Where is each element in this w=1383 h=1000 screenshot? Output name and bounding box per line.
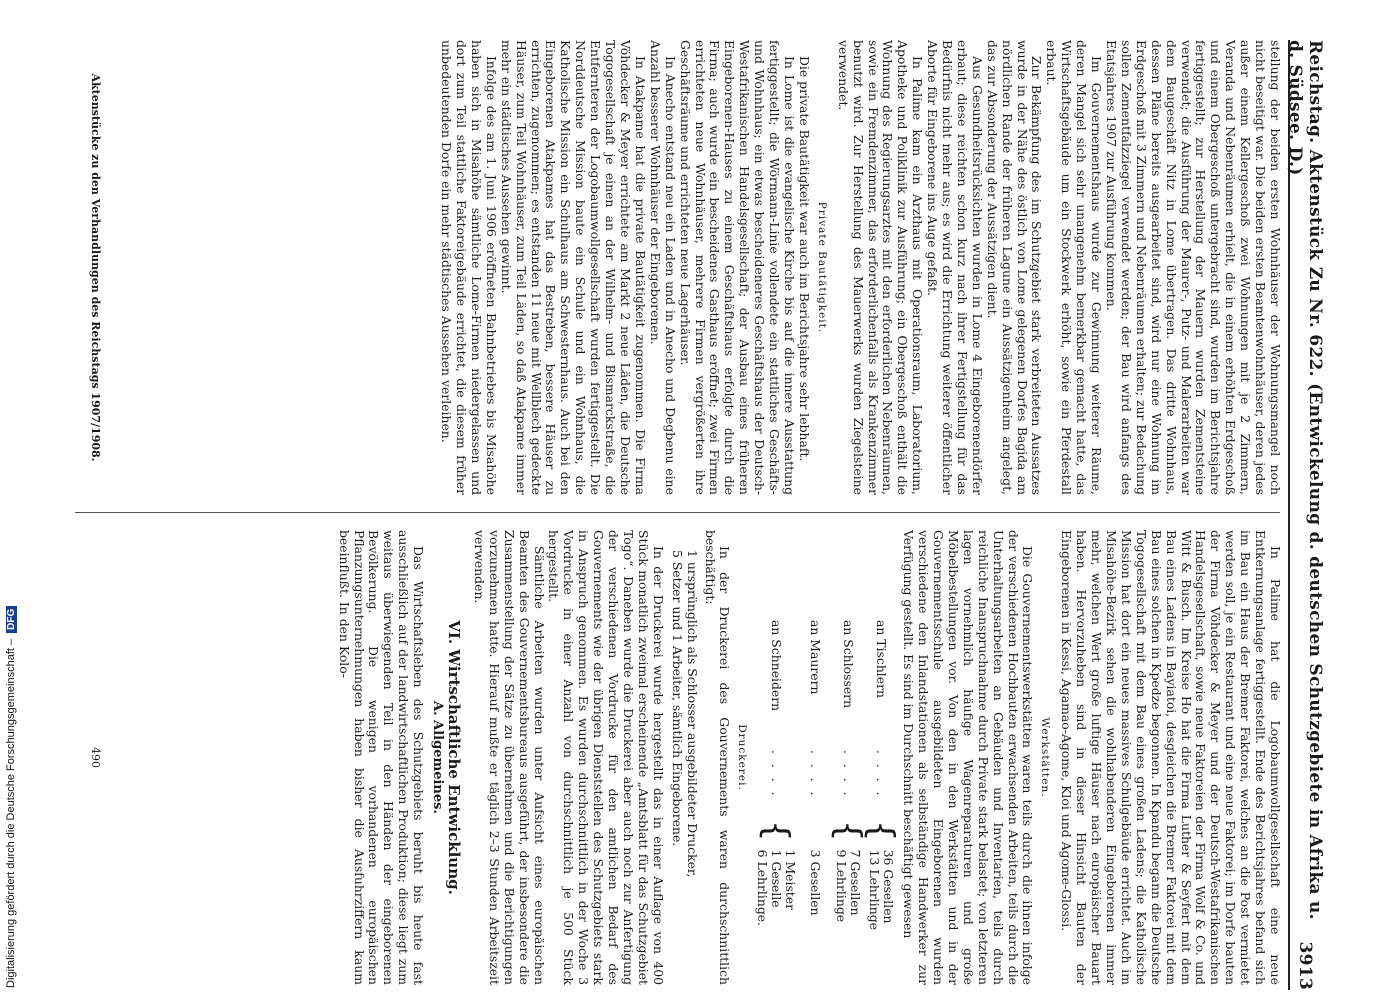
dfg-logo-icon: DFG <box>6 606 17 633</box>
trade-count: 1 Meister <box>783 849 799 911</box>
trades-list <box>755 620 902 985</box>
paragraph: In der Druckerei des Gouvernements waren durchschnittlich beschäftigt: <box>702 530 733 985</box>
paragraph: In Anecho entstand neu ein Laden und in Anecho und Degbenu eine Anzahl besserer Wohnhäuser der Eingeborenen. <box>647 40 678 495</box>
list-item: 5 Setzer und 1 Arbeiter, sämtlich Eingeborene. <box>669 550 685 847</box>
trade-row: an Maurern . . . . 3 Gesellen <box>807 620 824 916</box>
paragraph: Das Wirtschaftsleben des Schutzgebiets beruht bis heute fast ausschließlich auf der landwirtschaftlichen Produktion; diese liegt zum weitaus überwiegenden Teil in den Händen der eingeborenen Bevölkerung. Die wenigen vorhandenen europäischen Pflanzungsunternehmungen haben bisher die Ausfuhrziffern kaum beeinflußt. In den Kolo- <box>336 530 427 985</box>
running-head-title: Reichstag. Aktenstück Zu Nr. 622. (Entwickelung d. deutschen Schutzgebiete in Afrika u. d. Südsee. D.) <box>1285 40 1325 920</box>
running-head <box>1285 40 1325 990</box>
column-divider <box>75 512 1280 513</box>
subheading-werkstaetten: Werkstätten. <box>1039 717 1052 798</box>
paragraph: Sämtliche Arbeiten wurden unter Aufsicht eines europäischen Beamten des Gouvernementsbureaus ausgeführt, der insbesondere die Zusammenstellung der Sätze zu übernehmen und die Berichtigungen vorzunehmen hatte. Hierauf mußte er täglich 2–3 Stunden Arbeitszeit verwenden. <box>471 530 547 985</box>
trade-count: 36 Gesellen <box>881 849 897 924</box>
paragraph: In Atakpame hat die private Bautätigkeit zugenommen. Die Firma Vöhdecker & Meyer errichtete am Markt 2 neue Läden, die Deutsche Togogesellschaft je einen an der Wilhelm- und Bismarckstraße, die Entfernteren der Logobaumwollgesellschaft wurden fertiggestellt. Die Norddeutsche Mission baute ein Schule und ein Wohnhaus, die Katholische Mission ein Schulhaus am Schwesternhaus. Auch bei den Eingeborenen Atakpames hat das Bestreben, bessere Häuser zu errichten, zugenommen; es entstanden 11 neue mit Wellblech gedeckte Häuser, zum Teil Wohnhäuser, zum Teil Läden, so daß Atakpame immer mehr ein städtisches Aussehen gewinnt. <box>498 40 648 495</box>
running-head-page: 3913 <box>1295 941 1315 990</box>
trade-name: an Schneidern <box>768 620 784 712</box>
trade-count: 6 Lehrlinge. <box>755 849 771 927</box>
subheading-private: Private Bautätigkeit. <box>815 201 828 334</box>
trade-row: an Tischlern . . . . { 36 Gesellen 13 Lehrlinge <box>861 620 902 930</box>
trade-row: an Schneidern . . . . { 1 Meister 1 Geselle 6 Lehrlinge. <box>755 620 799 927</box>
trade-count: 1 Geselle <box>769 849 785 908</box>
section-title: VI. Wirtschaftliche Entwicklung. <box>445 620 464 895</box>
paragraph: Infolge des am 1. Juni 1906 eröffneten Bahnbetriebes bis Misahöhe haben sich in Misahöhe sämtliche Lome-Firmen niedergelassen und dort zum Teil stattliche Faktoreigebäude errichtet, die diesem früher unbedeutenden Dorfe ein mehr städtisches Aussehen verleihen. <box>439 40 499 495</box>
paragraph: Im Gouvernementshaus wurde zur Gewinnung weiterer Räume, deren Mangel sich sehr unangenehm bemerkbar gemacht hatte, das Wirtschaftsgebäude um ein Stockwerk erhöht, sowie ein Pferdestall erbaut. <box>1044 40 1105 495</box>
section-subtitle: A. Allgemeines. <box>430 701 446 814</box>
paragraph: In der Druckerei wurde hergestellt das in einer Auflage von 400 Stück monatlich zweimal erscheinende „Amtsblatt für das Schutzgebiet Togo“. Daneben wurde die Druckerei aber auch noch zur Anfertigung der verschiedenen Vordrucke für den amtlichen Bedarf des Gouvernements wie der übrigen Dienststellen des Schutzgebiets stark in Anspruch genommen. Es wurden durchschnittlich in der Woche 3 Vordrucke in einer Anzahl von durchschnittlich je 500 Stück hergestellt. <box>546 530 666 985</box>
trade-name: an Schlossern <box>840 620 856 709</box>
list-item: 1 ursprünglich als Schlosser ausgebildeter Drucker, <box>684 550 700 878</box>
scanned-page <box>60 40 1325 990</box>
subheading-druckerei: Druckerei. <box>736 724 749 791</box>
trade-name: an Tischlern <box>873 620 889 699</box>
digitization-credit <box>0 0 22 1000</box>
trade-row: an Schlossern . . . . { 7 Gesellen 9 Lehrlinge <box>828 620 869 923</box>
paragraph: Zur Bekämpfung des im Schutzgebiet stark verbreiteten Aussatzes wurde in der Nähe des östlich von Lome gelegenen Dorfes Bagida am nördlichen Rande der früheren Lagune ein Aussätzigenheim angelegt, das zur Absonderung der Aussätzigen dient. <box>984 40 1045 495</box>
paragraph: Die private Bautätigkeit war auch im Berichtsjahre sehr lebhaft. <box>796 56 812 462</box>
paragraph: stellung der beiden ersten Wohnhäuser der Wohnungsmangel noch nicht beseitigt war. Die beiden ersten Beamtenwohnhäuser, deren jedes außer einem Kellergeschoß zwei Wohnungen mit je 2 Zimmern, Veranda und Nebenräumen erhielt, die in einem erhöhten Erdgeschoß und einem Obergeschoß untergebracht sind, wurden im Berichtsjahre fertiggestellt; zur Herstellung der Mauern wurden Zementsteine verwendet; die Ausführung der Maurer-, Putz- und Malerarbeiten war dem Baugeschäft Nitz in Lome übertragen. Das dritte Wohnhaus, dessen Pläne bereits ausgearbeitet sind, wird nur eine Wohnung im Erdgeschoß mit 3 Zimmern und Nebenräumen erhalten; zur Bedachung sollen Zementfalzziegel verwendet werden; der Bau wird anfangs des Etatsjahres 1907 zur Ausführung kommen. <box>1104 40 1283 495</box>
paragraph: In Lome ist die evangelische Kirche bis auf die innere Ausstattung fertiggestellt; die Wörmann-Linie vollendete ein stattliches Geschäfts- und Wohnhaus; ein etwas bescheideneres Geschäftshaus der Deutsch-Westafrikanischen Handelsgesellschaft; der Ausbau eines früheren Eingeborenen-Hauses zu einem Geschäftshaus erfolgte durch die Firma; auch wurde ein bescheidenes Gasthaus eröffnet; zwei Firmen errichteten neue Wohnhäuser, mehrere Firmen vergrößerten ihre Geschäftsräume und errichteten neue Lagerhäuser. <box>677 40 797 495</box>
left-column <box>438 40 1282 495</box>
trade-name: an Maurern <box>807 620 823 695</box>
footer: Aktenstücke zu den Verhandlungen des Reichstags 1907/1908. <box>89 73 102 462</box>
paragraph: Die Gouvernementswerkstätten waren teils durch die ihnen infolge der verschiedenen Hochbauten erwachsenden Arbeiten, teils durch die Unterhaltungsarbeiten an Gebäuden und Inventarien, teils durch reichliche Inanspruchnahme durch Private stark belastet; von letzteren lagen vornehmlich häufige Wagenreparaturen und große Möbelbestellungen vor. Von den in den Werkstätten und in der Gouvernementsschule ausgebildeten Eingeborenen wurden verschiedene den Inlandstationen als selbständige Handwerker zur Verfügung gestellt. Es sind im Durchschnitt beschäftigt gewesen <box>901 530 1036 985</box>
paragraph: In Palime kam ein Arzthaus mit Operationsraum, Laboratorium, Apotheke und Poliklinik zur Ausführung; ein Obergeschoß enthält die Wohnung des Regierungsarztes mit den erforderlichen Nebenräumen, sowie ein Fremdenzimmer, das erforderlichenfalls als Krankenzimmer benutzt wird. Zur Herstellung des Mauerwerks wurden Ziegelsteine verwendet. <box>835 40 926 495</box>
paragraph: In Palime hat die Logobaumwollgesellschaft eine neue Entkernungsanlage fertiggestellt. Ende des Berichtsjahres befand sich im Bau ein Haus der Bremer Faktorei, welches an die Post vermietet werden soll, je ein Restaurant und eine neue Faktorei; im Dorfe bauten der Firma Vöhdecker & Meyer und der Deutsch-Westafrikanischen Handelsgesellschaft, sowie neue Faktoreien der Firma Wolf & Co. und Witt & Busch. Im Kreise Ho hat die Firma Luther & Seyfert mit dem Bau eines Ladens in Bayiatoi, desgleichen die Bremer Faktorei mit dem Bau eines solchen in Kpedze begonnen. In Kpandu begann die Deutsche Togogesellschaft mit dem Bau eines großen Ladens; die Katholische Mission hat dort ein neues massives Schulgebäude errichtet. Auch im Misahöhe-Bezirk sehen die wohlhabenderen Eingeborenen immer mehr, welchen Wert große luftige Häuser nach europäischer Bauart haben. Hervorzuheben sind in dieser Hinsicht Bauten der Eingeborenen in Kessi, Agamao-Agome, Kloi und Agome-Glossi. <box>1059 530 1283 985</box>
drucker-list <box>669 550 699 985</box>
page-number: 490 <box>89 747 102 768</box>
paragraph: Aus Gesundheitsrücksichten wurden in Lome 4 Eingeborenendörfer erbaut; diese reichten schon kurz nach ihrer Fertigstellung für das Bedürfnis nicht mehr aus; es wird die Errichtung weiterer öffentlicher Aborte für Eingeborene ins Auge gefaßt. <box>925 40 985 495</box>
trade-count: 3 Gesellen <box>808 849 824 916</box>
right-column <box>336 530 1282 985</box>
trade-count: 13 Lehrlinge <box>867 849 883 930</box>
trade-count: 9 Lehrlinge <box>834 849 850 923</box>
credit-text: Digitalisierung gefördert durch die Deutsche Forschungsgemeinschaft – <box>5 638 17 988</box>
trade-count: 7 Gesellen <box>848 849 864 916</box>
